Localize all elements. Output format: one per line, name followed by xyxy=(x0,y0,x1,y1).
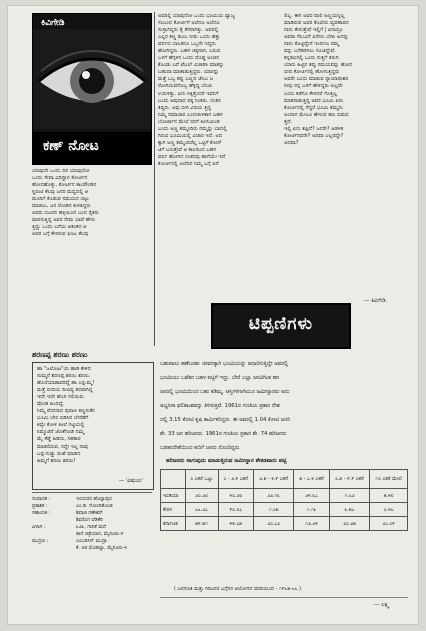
poem-line: ಕಿವ್ವೇ ಕೋಳಿ ಹೀಲೆ ಗಟ್ಟಿಯಲ್ಲಿ xyxy=(37,422,85,429)
table-header: ೫ - ೭.೪ ಎಕರೆ xyxy=(294,470,329,489)
feature-body-left xyxy=(32,168,152,238)
masthead-value: ಇಂದುಧರ ಹೊನ್ನಾಪುರ xyxy=(76,496,112,502)
poem-line: ಇದೇ ಇದೇ ಹೊಸ ನಲಿಯಿರು xyxy=(37,394,84,401)
text-line: ಅಂದಾಗ ಮೇಲೂ ಹೇಳುವ ಹಣ ಬಿಡುವ xyxy=(284,111,349,118)
text-line: ಅವರ ಬಗ್ಗೆ ಕೇಳಿರುವ ಫೀಜು ಕೆಲವು xyxy=(32,231,89,238)
text-line: ಕೋರ್ಟಿನಲ್ಲಿ ಅಲೆದಿನ ನಿಮ್ಮ ಬಗ್ಗೆ ಏನೆ xyxy=(158,160,219,167)
poem-body xyxy=(37,366,149,465)
table-cell: ೪೪.೭೫ xyxy=(218,517,253,531)
table-cell: ೦.೪೬ xyxy=(370,503,408,517)
masthead-value: ತಾನೆ ಚಿತ್ರೆಯಾನ, ಮೈಸೂರು-೯ xyxy=(76,531,124,538)
masthead-row xyxy=(32,503,152,510)
text-line: ಭೂಮಿಯು ಒಡೆತನ ಬಹಳ ಪಟ್ಟಿಗೆ ಇದ್ದು. ಬೇರೆ ಎಲ್ಲಾ ಜನವಿಗಿಂತ ಹರ xyxy=(160,375,280,381)
feature-body-middle xyxy=(158,13,280,168)
table-cell: ೨೦.೨೫ xyxy=(329,517,370,531)
notes-body xyxy=(160,357,408,455)
text-line: ನೀವು ನನ್ನ ಬಳಿಗೆ ಹೇಳಿದ್ದರು ಅಲ್ಲವೇ xyxy=(284,83,343,90)
masthead-row xyxy=(32,496,152,503)
text-line: ಕನ್ನಡವಿನಲ್ಲಿ ಒಂದು ಸುತ್ತಿಗೆ ತಿರುಗಿ xyxy=(284,55,339,62)
text-line: ಅವರೇ ಬಂದು ಮಾಡುವ ನ್ಯಾಯಾಧೀಶರ xyxy=(284,76,349,83)
poem-line: ಮೈ ಕೆಡ್ಡೆ ಹಿಡಿದು, ಸಹಕಾರ xyxy=(37,436,81,443)
text-line: ದಲ್ಲಿ 3.15 ಕೋಟಿ ಕೃಷಿ ಕಾರ್ಮಿಕರಿದ್ದರು. ಈ ಅವರಲ್ಲಿ 1.04 ಕೋಟಿ ಜನರಿ xyxy=(160,417,290,423)
notes-signature: — ಲಕ್ಷ್ಮಿ xyxy=(374,602,390,608)
table-heading: ಹರಿಜನರು ಸಾಗುವುದು ಮಾಡುತ್ತಿರುವ ಜಮೀನ್ದಾರ ಶೇಕಡವಾರು ಪಟ್ಟಿ xyxy=(166,458,287,464)
text-line: ತಿದ್ದಿರು. ಅವು ಬೀಗಿ ವಿದಿಯ ತ್ತಿದ್ದ xyxy=(158,104,211,111)
table-cell: ೨೪.೩೭ xyxy=(294,489,329,503)
text-line: ರೋಗಿಯವನೊಬ್ಬ ಹೆಳ್ಳಿದ್ದ ಬೆಂಚು xyxy=(158,83,213,90)
table-cell: ೨೦.೭೨ xyxy=(253,517,294,531)
masthead-value: ಕೆ. ಆರ ಮೊಹಲ್ಲಾ, ಮೈಸೂರು-೪ xyxy=(76,545,128,552)
text-line: ಯಾವುದೇ ಒಂದು ದಿನ ಯಾವುದೋ xyxy=(32,168,90,174)
text-line: ವನ್ನು ಬಗೆಹರಿಸಲು ಸೂಚಿದ್ದೇವೆ. xyxy=(284,48,336,55)
table-cell: ೧.೧೩ xyxy=(294,503,329,517)
text-line: ನಿಮ್ಮ ಸಮಾಚಾರ ಎಂದುಕುಳಿತಾಗ ಬಹಳ xyxy=(158,111,223,118)
text-line: ಉರುಳಿತ್ತು. ಏನು ಸಿಕ್ಕಿತ್ತೆಂದರೆ ಇವನಿಗೆ xyxy=(158,90,219,97)
table-row xyxy=(161,517,408,531)
masthead-value: ಶಿವಾಜಿ ಗಣೇಶನ್ xyxy=(76,510,103,517)
masthead-value: ೩೨೩, ಗಾನಿಕೆ ಮನೆ xyxy=(76,524,106,531)
text-line: ಕೋರ್ಟಿನಲ್ಲಿ ಗೆದ್ದರೆ ಭೂಮಿ ತಮ್ಮದು xyxy=(284,104,344,111)
poem-line: ಮತ್ತೆ ಬೀದಿಯ ದೀವಿಷ್ಟ ತರವಾಗಿದ್ದ xyxy=(37,387,93,394)
table-cell: ೨೦.೨೮ xyxy=(185,489,218,503)
text-line: ಮತ್ತೆ ಒಬ್ಬ ಕಪ್ಪು ಬಣ್ಣದ ಜೇಬು ಜ xyxy=(158,76,214,83)
masthead xyxy=(32,496,152,552)
masthead-row xyxy=(32,524,152,531)
table-cell: ಕೇರಳ xyxy=(161,503,186,517)
feature-body-right xyxy=(284,13,408,147)
text-line: ಸುಸ್ತಾಗಿದ್ದರು ಕೈ ಕೆಸರಾಗಿತ್ತು. ಅವರಲ್ಲಿ xyxy=(158,27,219,34)
text-line: ಕ್ಕಾಗಿ ಅಣ್ಣ ತಮ್ಮಂದಿರೆಲ್ಲ ಒಟ್ಟಿಗೆ ಕೋರ್ xyxy=(158,139,222,146)
text-line: ಗಿರುವ ಭೂಮಿಯಲ್ಲಿ ವಿಚಾರ ಇದೆ. ಅದ xyxy=(158,132,223,139)
masthead-key: ಸಹಾಯಕ : xyxy=(32,510,51,517)
text-line: ಸಂಬಂಧ ಕೋರ್ಟಿಗೆ ಅಲೆದೂ ಅಲೆದೂ xyxy=(158,20,220,27)
poem-line: ನಿಮ್ಮ ವೇದನಾದ ಪುರಾಣ ಕಣ್ಣರುಕೆರ xyxy=(37,408,95,415)
notes-banner-title: ಟಿಪ್ಪಣಿಗಳು xyxy=(248,314,314,334)
poem-box xyxy=(32,362,154,490)
table-header: ೧೦ ಎಕರೆ ಮೇಲೆ xyxy=(370,470,408,489)
notes-banner xyxy=(211,303,351,349)
poem-line: ಪೊಂಡಿ ಹಿಂದಿದ್ದೆ. xyxy=(37,401,65,408)
table-cell: ೫.೪೮ xyxy=(370,489,408,503)
table-cell: ೨೦.೦೯ xyxy=(370,517,408,531)
masthead-row xyxy=(32,538,152,545)
text-line: ಒಳಗೆ ಹೆಗ್ಗಳಿನ ಒಂದು ದೊಡ್ಡ ಅಂಚಿನ xyxy=(158,55,220,62)
table-cell: ೩.೫೭ xyxy=(329,503,370,517)
text-line: ಅವರಲ್ಲಿ ಯಾವುದೋ ಒಂದು ಭೂಮಿಯ ವ್ಯಾಜ್ಯ xyxy=(158,13,235,19)
table-header: ೨.೫ - ೪.೯ ಎಕರೆ xyxy=(253,470,294,489)
masthead-key xyxy=(32,545,76,552)
table-header: ೦ - ೨.೪ ಎಕರೆ xyxy=(218,470,253,489)
table-cell: ೯೮.೮೭ xyxy=(218,503,253,517)
landholding-table xyxy=(160,469,408,531)
text-line: ತ್ತದೆ. xyxy=(284,118,293,125)
text-line: ಬೀದಿ ಕೋರ್ಟಿನಲ್ಲಿ ಹೋಗುತ್ತಿದ್ದರು xyxy=(284,69,340,76)
feature-signature: — ಕಿವಿಗೇಡಿ. xyxy=(364,298,388,304)
table-cell: ೧.೦೫ xyxy=(253,503,294,517)
eye-illustration xyxy=(33,29,151,129)
text-line: ಅವರಾ ಗೆಲುವಿಗೆ ಏನೇನು ಬೇಕು ಅದನ್ನು xyxy=(284,34,349,41)
text-line: ಸ್ಥಿರಂಟಿ ಕೆಲವು ಜನರ ಮಧ್ಯದಲ್ಲಿ ಆ xyxy=(32,189,89,196)
text-line: ಬಂದು ಆವುನಾಥ ಪಕ್ಕ ನಿಂತರು. ನಂತರ xyxy=(158,97,221,104)
eye-feature-box xyxy=(32,13,152,165)
table-cell: ೧೨.೨೪ xyxy=(294,517,329,531)
masthead-value: ಎಂ.ಡಿ. ನೋಂದಿಕೊಂಡ xyxy=(76,503,113,510)
text-line: ಬೋರ್ಟಾನ ಮೇಲೆ ನನಗೆ ಹೀಗುಮಿಂತ xyxy=(158,118,220,125)
feature-label-bottom: ಕಣ್ ನೋಟ xyxy=(43,138,99,154)
text-line: ನಾನು ಕೇಳುತ್ತೇವೆ ಇಲ್ಲಿಗೆ | ಏನಾದ್ರೂ xyxy=(284,27,343,34)
feature-label-top: ಕಿವಿಗೇಡಿ xyxy=(41,18,65,28)
text-line: ಎಂದು ಕಡೆಗೂ ಕೇಳಿದರೆ ಗೊತ್ತಿಲ್ಲ xyxy=(284,90,338,97)
poem-line: ಬನ್ನುನುಡ್ಡು ವಂಶೆ ಮಾಡಿದ xyxy=(37,450,81,457)
text-line: ಬಹುಪಾಲು ಹಣೆಬರಹ: ಜೀವನಕ್ಕಾಗಿ ಭೂಮಿಯನ್ನು ಆಧಾರಿಸುತ್ತಿದ್ದೇ ಅವರಲ್ಲಿ xyxy=(160,361,288,367)
poem-line: ಸುಮ್ಮನೆ ಶರಣಪ್ಪ ಶರಣು ಶರಣು. xyxy=(37,373,91,380)
table-cell: ೨೨.೧೩ xyxy=(253,489,294,503)
text-line: ಎಲ್ಲರ ಕಣ್ಣ ತುಂಬ ನೀರು ಒಂದು ಹತ್ತು xyxy=(158,34,221,41)
text-line: ಅವರು ದೂರದ ಹಳ್ಳಿಯಿಂದ ಬಂದ ರೈತರು xyxy=(32,210,100,217)
poem-signature: — 'ವಿಷುಯ' xyxy=(118,478,143,484)
text-line: ಅಥವಾ? xyxy=(284,139,299,146)
table-cell: ೪೦.೨೮ xyxy=(218,489,253,503)
text-line: ಮಾಡಿರುವ ಅವರ ಕೊಲೆಯ ವ್ಯವಹಾರದ xyxy=(284,20,349,27)
masthead-key xyxy=(32,517,76,524)
table-header-row xyxy=(161,470,408,489)
table-header xyxy=(161,470,186,489)
text-line: ಕೋರ್ಟಿನವರೇ? ಅಥವಾ ಎಲ್ಲರದ್ದೇ? xyxy=(284,132,344,139)
masthead-key: ಸಂಪಾದಕ : xyxy=(32,496,51,502)
text-line: ಹೋದಹೊತ್ತು, ಕೋರ್ಟಿನ ಕಾಂಪೌಂಡಿನ xyxy=(32,182,97,189)
text-line: ಮಂದಿಗೆ ಕೊಡುವ ಸಮಯದ ಚಟ್ಟು xyxy=(32,196,90,203)
table-header: ೦ ಎಕರೆ ಒಟ್ಟು xyxy=(185,470,218,489)
table-cell: ೧.೬೨ xyxy=(329,489,370,503)
masthead-rule xyxy=(32,492,152,493)
text-line: ಬಹುದಾ ಮಾತಾಡುತ್ತಿದ್ದರು. ಯಾರನ್ನು xyxy=(158,69,219,76)
table-footnote: ( ಜನಗಣತಿ ಮತ್ತು ಗಿರಿಜನರ ಬಗ್ಗೆಗಿನ ಆಯೋಗದ ವರದಿಯಿಂದ - ೧೯೬೫-೬೬ ) xyxy=(174,586,302,592)
text-line: ಯಾರು ಹಿಟ್ಟಿನ ತಪ್ಪು ಸಮಯವನ್ನು ಹೋದ xyxy=(284,62,353,69)
text-line: ವಾದಿಸುತ್ತಿದ್ದ ಅವರ ನೇಮ ಭಾಷೆ ಹೇಳು xyxy=(32,217,96,224)
poem-title: ಶರಣಪ್ಪ ಶರಣು ಶರಣು xyxy=(32,350,88,359)
text-line: ಇಲ್ಲಿ ಏನು ತಪ್ಪಿದೆ? ಜನರೇ? ಆಡಳಿತ xyxy=(284,125,344,132)
text-line: ಹೋಗಿದ್ದರು. ಬಹಳ ಚಿಕ್ಕದಾಗಿ, ಬರುವ xyxy=(158,48,221,55)
masthead-value: ಶಿವಲಿಂಗ ಲೆಡಿಕೆರಿ xyxy=(76,517,103,524)
poem-line: ಹಾ "ಜಲೋಟ"ಯ ಹಾಡಿ ಕೇಳಿದ xyxy=(37,366,91,372)
text-line: ತ್ತಿದ್ದು ಒಂದು ಬಗೆಯ ಆತಂಕದ ಆ xyxy=(32,224,87,231)
text-line: ಟಿಗೆ ಬರುತ್ತೇವೆ ಆ ಕಾಲದಿಂದ ಬಹಳ xyxy=(158,146,217,153)
column-divider xyxy=(154,12,155,346)
text-line: ವರ್ಷದ ಬಾಲಕನೂ ಒಬ್ಬನೇ ಇದ್ದನು xyxy=(158,41,216,48)
poem-line: ಹಿಮ್ಮಗೆ ಶರಣು ಶರಣು! xyxy=(37,457,76,464)
poem-line: ಹೊಲೆಯಾಡಾವರಿದ್ದೆ ಹಾ ಎನ್ನುಮ್ಮ! xyxy=(37,380,95,387)
text-line: ಒಂದು ಸೇವಾ ವಿಧಿಸ್ಥಾನ ಕೋರ್ಟಿನ xyxy=(32,175,88,182)
poem-line: ನಿಮ್ಮೊಡನೆ ಜೊತೆಗೂಡಿ ನಿಮ್ಮ xyxy=(37,429,85,436)
text-line: ಬಂದು ಅಣ್ಣ ತಮ್ಮಂದಿರು ನಮ್ಮನ್ನು ಬಾದಲ್ಲಿ xyxy=(158,125,227,132)
table-cell: ೬೬.೨೭ xyxy=(185,503,218,517)
masthead-row xyxy=(32,545,152,552)
table-row xyxy=(161,503,408,517)
text-line: ಬಡತನದೇಶೆಯಿಂದ ಕುರಿಗೆ ಜನರು ನೊಂದಿದ್ದರು. xyxy=(160,445,241,451)
bottom-rule xyxy=(160,597,408,598)
masthead-key: ವಿಳಾಸ : xyxy=(32,524,46,531)
text-line: ಕೊಂಡು ಬರೆ ಟೆಬಲ್ ವಿಚಾರಿಸಿ ಮಾತನ್ನು xyxy=(158,62,225,69)
text-line: ಮಾತನಾಡುತ್ತಿದ್ದ ಅವರ ಭೂಮಿ ಏನು xyxy=(284,97,344,104)
text-line: ಜನರಲ್ಲಿ ಭೂಮಿಯಿಂದ ಬಹು ಕಡಿಮ್ಮ. ಆಸ್ತಿಗಳಿಗಾಗಿಯೂ ಜಮೀನ್ದಾರರು ಅದು xyxy=(160,389,290,395)
masthead-value: ಎಂಬರಿಸಿನ್ ಮುದ್ರಾ xyxy=(76,538,107,545)
text-line: ನಾನು ಕೊಟ್ಟಿದ್ದೇನೆ ಇಂದಿಗೂ ನಮ್ಮ xyxy=(284,41,340,48)
text-line: ಮಾಡಲು, ಜನ ರೋಡಿನ ಕುಳಿತಿದ್ದರು xyxy=(32,203,91,210)
table-cell: ೫೯.೫೧ xyxy=(185,517,218,531)
text-line: ಲಿಲ್ಲ. ಈಗ ಅವರ ಪಾಲಿ ಅಣ್ಣಯನ್ನಿಲ್ಲ xyxy=(284,13,345,19)
text-line: ಶೇ. 33 ಜನ ಹರಿಜನರು. 1961ರ ಗಣತಿಯ ಪ್ರಕಾರ ಶೇ. 74 ಹರಿಜನರು xyxy=(160,431,287,437)
text-line: ಅಭ್ಯಸಿಸಾ ಫಲಿತಾಂಶವನ್ನು ತಿಳಿಸುತ್ತವೆ. 1961ರ ಗಣತಿಯ ಪ್ರಕಾರ ದೇಶ xyxy=(160,403,280,409)
table-row xyxy=(161,489,408,503)
masthead-row xyxy=(32,510,152,517)
masthead-key xyxy=(32,531,76,538)
table-cell: ಕರ್ನಾಟಕ xyxy=(161,517,186,531)
magazine-page xyxy=(8,6,418,624)
masthead-key: ಮುದ್ರಣ : xyxy=(32,538,49,545)
masthead-key: ಪ್ರಕಾಶಕ : xyxy=(32,503,48,510)
feature-label-bar xyxy=(33,132,151,164)
table-header: ೭.೫ - ೯.೯ ಎಕರೆ xyxy=(329,470,370,489)
masthead-row xyxy=(32,531,152,538)
poem-line: ಭೂಮಿ ಬೇರ ಬಿಡಿಸಿದ ಬೇರೆಡೆಗೆ xyxy=(37,415,89,422)
poem-line: ಮಾಡಲಿರುವ, ಸದ್ದೇ ಇಲ್ಲ ನಾವು xyxy=(37,443,89,450)
masthead-row xyxy=(32,517,152,524)
table-cell: ಇಂಡಿಯಾ xyxy=(161,489,186,503)
text-line: ವರ್ಷ ಹೋಗಿದ ನಂತರವು ಹಾಗೆಯೇ ಇದೆ xyxy=(158,153,226,160)
